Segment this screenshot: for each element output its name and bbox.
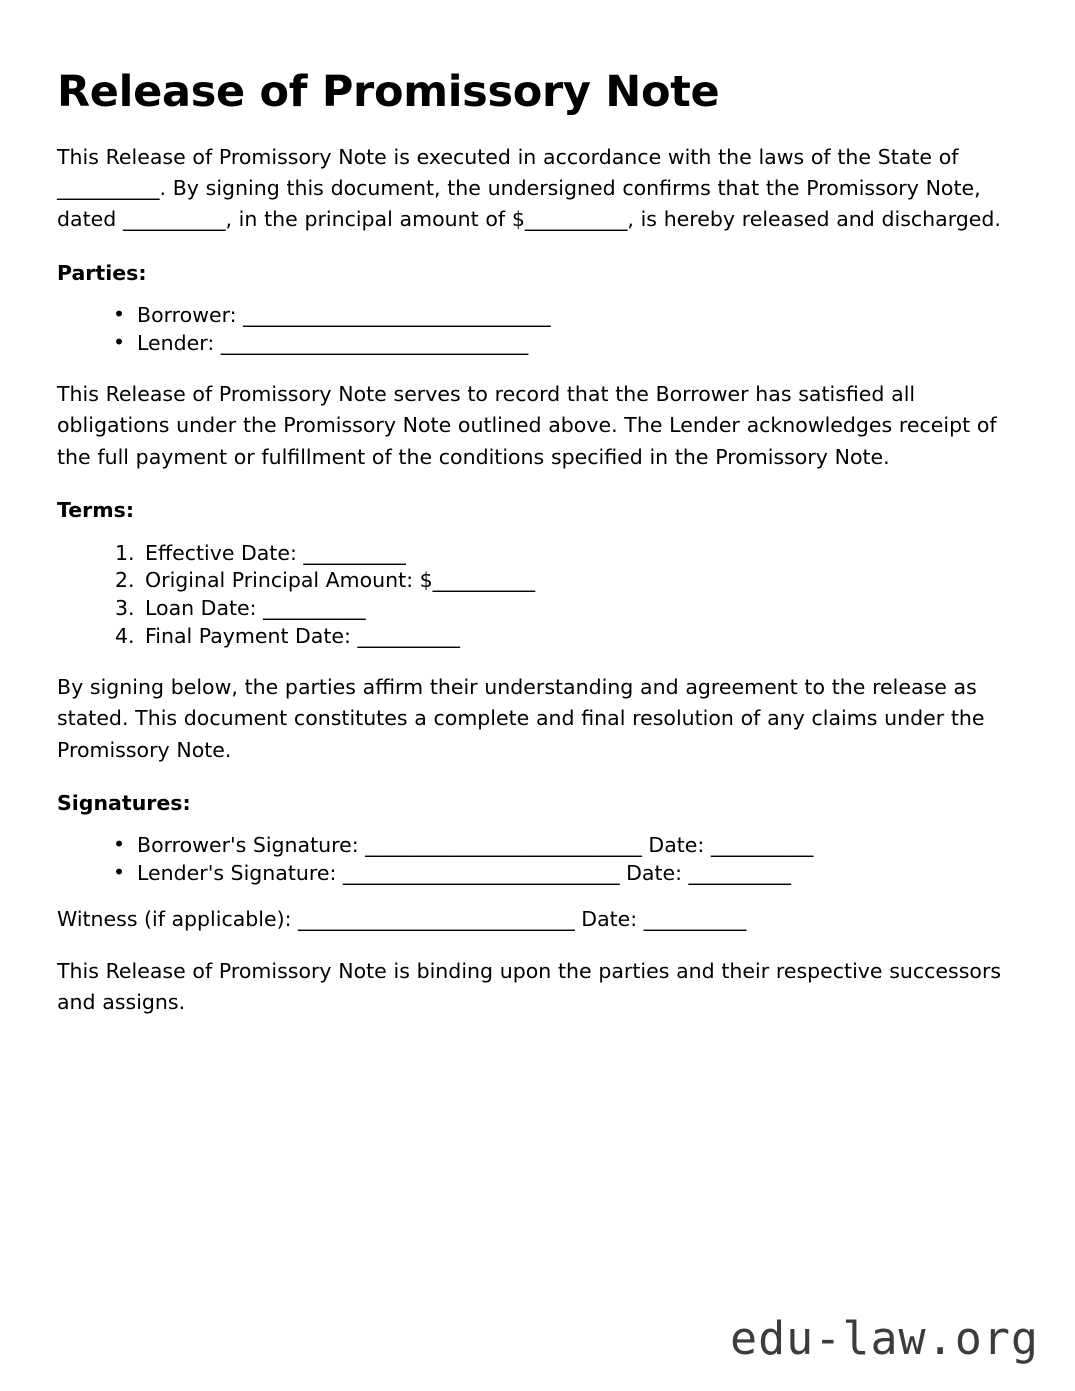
signatures-list [57,832,1005,887]
parties-list [57,302,1005,357]
page-title: Release of Promissory Note [57,67,720,117]
terms-list [57,540,1005,651]
spacer [57,650,1005,672]
parties-heading: Parties: [57,260,147,285]
site-watermark: edu-law.org [729,1312,1039,1365]
spacer [57,357,1005,379]
list-item: • Lender: ______________________________ [113,330,1005,357]
intro-paragraph: This Release of Promissory Note is executed in accordance with the laws of the State of __________. By signing this document, the undersigned confirms that the Promissory Note, dated __________, in the principal amount of $__________, is hereby released and discharged. [57,145,1001,232]
spacer [57,818,1005,832]
terms-heading: Terms: [57,497,135,522]
binding-paragraph: This Release of Promissory Note is binding upon the parties and their respective successors and assigns. [57,959,1002,1015]
list-item: Original Principal Amount: $__________ [145,568,536,593]
spacer [57,887,1005,905]
witness-line: Witness (if applicable): ___________________________ Date: __________ [57,907,747,932]
spacer [57,288,1005,302]
list-item: Effective Date: __________ [145,540,406,565]
spacer [57,934,1005,956]
spacer [57,766,1005,788]
list-item: Loan Date: __________ [145,595,366,620]
signatures-heading: Signatures: [57,790,191,815]
list-item: • Borrower's Signature: ___________________________ Date: __________ [113,832,1005,859]
list-item: • Lender's Signature: ___________________________ Date: __________ [113,860,1005,887]
list-item: Final Payment Date: __________ [145,623,460,648]
acknowledgement-paragraph: This Release of Promissory Note serves to record that the Borrower has satisfied all obligations under the Promissory Note outlined above. The Lender acknowledges receipt of the full payment or fulfillment of the conditions specified in the Promissory Note. [57,382,997,469]
affirmation-paragraph: By signing below, the parties affirm their understanding and agreement to the release as stated. This document constitutes a complete and final resolution of any claims under the Promissory Note. [57,675,985,762]
spacer [57,473,1005,495]
spacer [57,236,1005,258]
list-item: • Borrower: ______________________________ [113,302,1005,329]
spacer [57,526,1005,540]
